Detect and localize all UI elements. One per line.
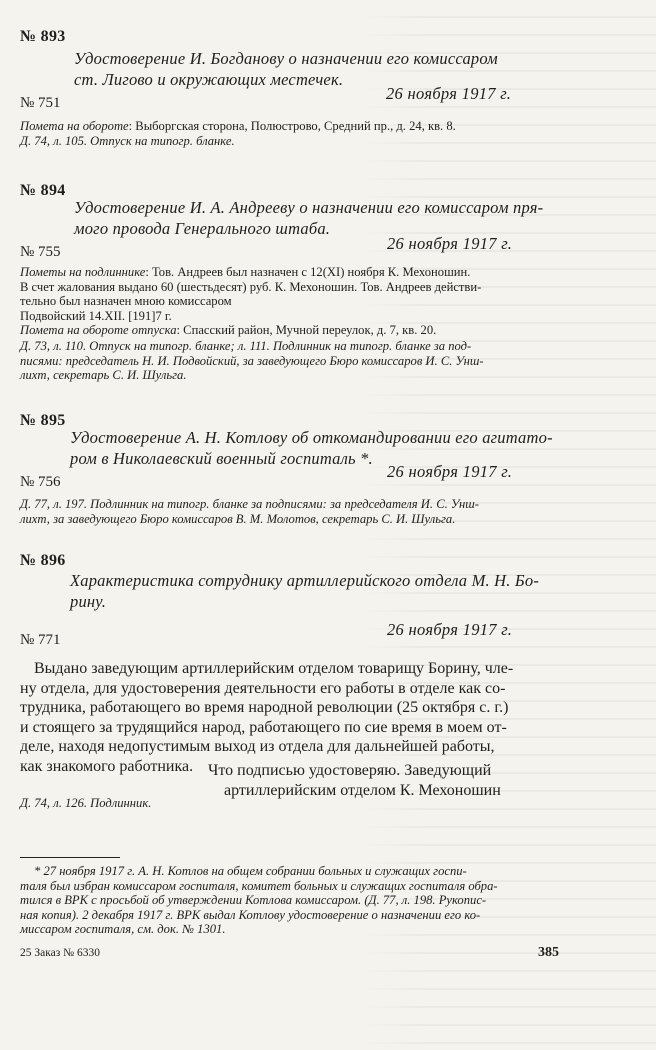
title-line: мого провода Генерального штаба. <box>74 219 331 238</box>
archive-line: Д. 73, л. 110. Отпуск на типогр. бланке; л. 111. Подлинник на типогр. бланке за под- <box>20 339 472 353</box>
archive-line: лихт, за заведующего Бюро комиссаров В. М. Молотов, секретарь С. И. Шульга. <box>20 511 456 526</box>
archive-reference <box>20 339 585 383</box>
body-line: ну отдела, для удостоверения деятельности его работы в отделе как со- <box>20 679 506 697</box>
note-text: : Выборгская сторона, Полюстрово, Средний пр., д. 24, кв. 8. <box>128 119 456 133</box>
note-text: : Спасский район, Мучной переулок, д. 7, кв. 20. <box>176 323 437 338</box>
doc-number: № 894 <box>20 182 66 199</box>
note-line: В счет жалования выдано 60 (шестьдесят) руб. К. Мехоношин. Тов. Андреев действи- <box>20 279 482 294</box>
footnote-line: миссаром госпиталя, см. док. № 1301. <box>20 922 226 937</box>
footnote-line: ная копия). 2 декабря 1917 г. ВРК выдал Котлову удостоверение о назначении его ко- <box>20 907 481 922</box>
archive-reference: Д. 74, л. 105. Отпуск на типогр. бланке. <box>20 134 235 148</box>
footnote-divider <box>20 857 120 858</box>
title-line: Удостоверение А. Н. Котлову об откомандировании его агитато- <box>70 428 553 447</box>
note-line <box>20 323 585 338</box>
footnote-line: * 27 ноября 1917 г. А. Н. Котлов на общем собрании больных и служащих госпи- <box>34 864 467 878</box>
body-line: трудника, работающего во время народной революции (25 октября с. г.) <box>20 699 509 717</box>
body-line: Выдано заведующим артиллерийским отделом товарищу Борину, чле- <box>34 660 514 677</box>
signature-block <box>208 761 588 800</box>
title-line: Удостоверение И. А. Андрееву о назначении его комиссаром пря- <box>74 198 544 217</box>
note-line: тельно был назначен мною комиссаром <box>20 294 232 309</box>
footnote <box>20 864 585 937</box>
title-line: ст. Лигово и окружающих местечек. <box>74 70 344 89</box>
doc-date: 26 ноября 1917 г. <box>387 234 513 253</box>
body-line: деле, находя недопустимым выход из отдела для дальнейшей работы, <box>20 738 495 756</box>
doc-date: 26 ноября 1917 г. <box>386 84 512 103</box>
archive-line: лихт, секретарь С. И. Шульга. <box>20 368 187 383</box>
doc-title <box>74 197 584 239</box>
doc-date: 26 ноября 1917 г. <box>387 620 513 639</box>
page-number: 385 <box>538 945 559 960</box>
title-line: рину. <box>70 592 107 611</box>
notes-block <box>20 265 585 338</box>
doc-title <box>70 570 584 612</box>
doc-number: № 895 <box>20 412 66 429</box>
note-label: Пометы на подлиннике <box>20 265 146 279</box>
source-number: № 771 <box>20 632 61 648</box>
archive-line: писями: председатель Н. И. Подвойский, за заведующего Бюро комиссаров И. С. Унш- <box>20 353 484 368</box>
document-body <box>20 659 585 777</box>
note-line <box>20 119 580 134</box>
note-text: : Тов. Андреев был назначен с 12(XI) ноября К. Мехоношин. <box>145 265 471 279</box>
signature-line: Что подписью удостоверяю. Заведующий <box>208 762 492 779</box>
source-number: № 756 <box>20 474 61 490</box>
doc-number: № 896 <box>20 552 66 569</box>
archive-reference <box>20 497 585 526</box>
archive-reference: Д. 74, л. 126. Подлинник. <box>20 796 152 810</box>
footnote-line: тился в ВРК с просьбой об утверждении Котлова комиссаром. (Д. 77, л. 198. Рукопис- <box>20 893 487 908</box>
doc-date: 26 ноября 1917 г. <box>387 462 513 481</box>
body-line: и стоящего за трудящийся народ, работающего по сие время в моем от- <box>20 718 507 736</box>
archive-line: Д. 77, л. 197. Подлинник на типогр. бланке за подписями: за председателя И. С. Унш- <box>20 497 480 511</box>
note-label: Помета на обороте <box>20 119 129 133</box>
printer-mark: 25 Заказ № 6330 <box>20 947 101 959</box>
signature-line: артиллерийским отделом К. Мехоношин <box>224 781 501 799</box>
doc-number: № 893 <box>20 28 66 45</box>
body-line: как знакомого работника. <box>20 757 194 775</box>
title-line: Характеристика сотруднику артиллерийского отдела М. Н. Бо- <box>70 571 540 590</box>
title-line: ром в Николаевский военный госпиталь *. <box>70 449 373 468</box>
note-label: Помета на обороте отпуска <box>20 323 177 338</box>
title-line: Удостоверение И. Богданову о назначении его комиссаром <box>74 49 498 68</box>
source-number: № 755 <box>20 244 61 260</box>
note-line <box>20 265 585 280</box>
source-number: № 751 <box>20 95 61 111</box>
footnote-line: таля был избран комиссаром госпиталя, комитет больных и служащих госпиталя обра- <box>20 878 498 893</box>
note-line: Подвойский 14.XII. [191]7 г. <box>20 308 172 323</box>
